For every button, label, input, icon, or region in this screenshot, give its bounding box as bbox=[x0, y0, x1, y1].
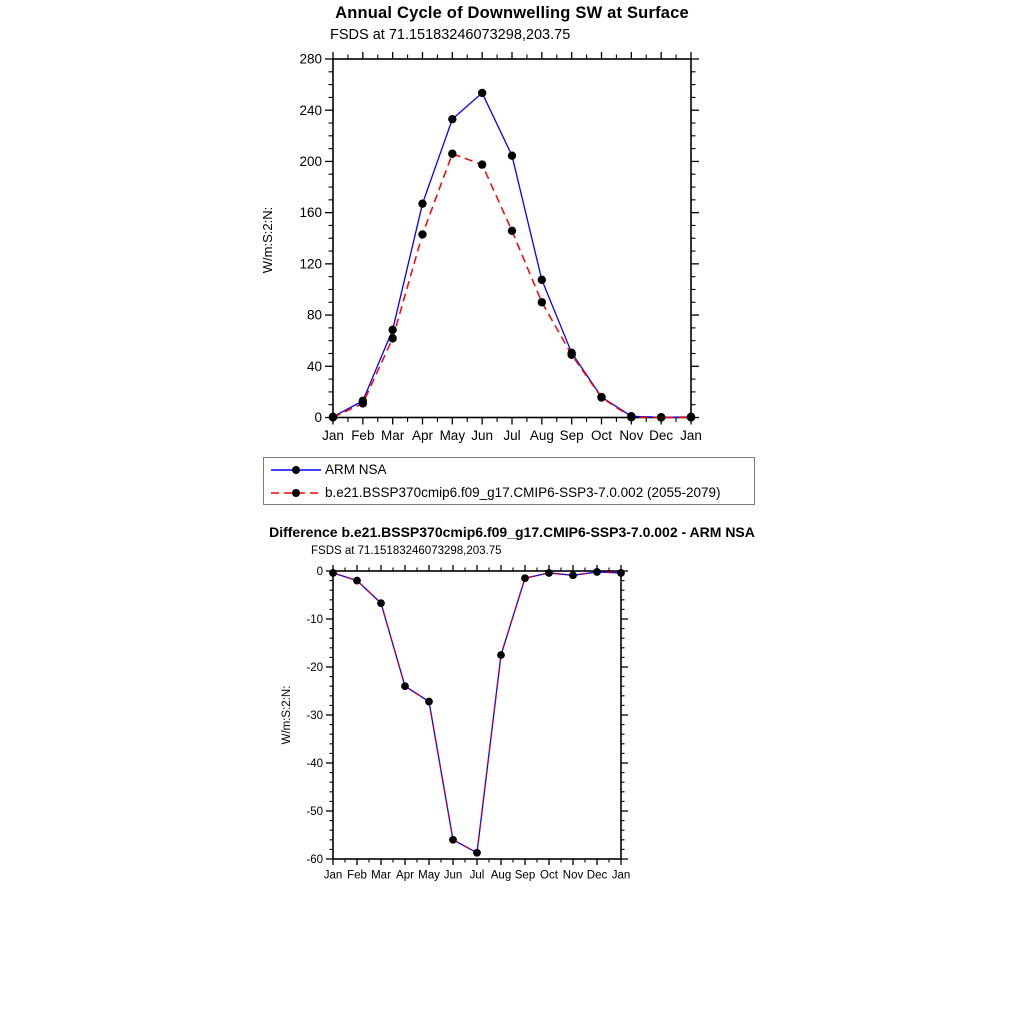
y-tick-label: 120 bbox=[299, 256, 322, 272]
x-tick-label: Oct bbox=[540, 869, 558, 882]
data-point-marker bbox=[538, 298, 546, 306]
difference-chart-subtitle: FSDS at 71.15183246073298,203.75 bbox=[311, 545, 502, 557]
model-line bbox=[333, 154, 691, 418]
y-tick-label: -20 bbox=[306, 661, 323, 674]
data-point-marker bbox=[521, 574, 529, 582]
top-chart bbox=[250, 45, 790, 455]
legend bbox=[263, 457, 755, 505]
y-tick-label: 80 bbox=[306, 307, 322, 323]
data-point-marker bbox=[377, 599, 385, 607]
data-point-marker bbox=[617, 569, 625, 577]
x-tick-label: Dec bbox=[586, 869, 608, 882]
y-tick-label: 0 bbox=[316, 565, 323, 578]
data-point-marker bbox=[359, 399, 367, 407]
data-point-marker bbox=[329, 569, 337, 577]
y-tick-label: 0 bbox=[314, 410, 322, 426]
y-tick-label: 240 bbox=[299, 102, 322, 118]
x-tick-label: May bbox=[418, 869, 440, 882]
data-point-marker bbox=[473, 849, 481, 857]
x-tick-label: Mar bbox=[371, 869, 391, 882]
difference-chart-y-axis-label: W/m:S:2:N: bbox=[281, 685, 293, 745]
data-point-marker bbox=[508, 151, 516, 159]
x-tick-label: Feb bbox=[347, 869, 367, 882]
data-point-marker bbox=[418, 230, 426, 238]
x-tick-label: Aug bbox=[529, 428, 554, 443]
legend-sample-model-line bbox=[270, 487, 322, 499]
x-tick-label: Jul bbox=[469, 869, 485, 882]
data-point-marker bbox=[401, 682, 409, 690]
data-point-marker bbox=[593, 568, 601, 576]
y-tick-label: 160 bbox=[299, 205, 322, 221]
data-point-marker bbox=[448, 150, 456, 158]
legend-sample-obs-line bbox=[270, 464, 322, 476]
x-tick-label: Jun bbox=[471, 428, 494, 443]
difference-chart bbox=[250, 558, 720, 890]
x-tick-label: Jan bbox=[322, 428, 344, 443]
y-tick-label: -10 bbox=[306, 613, 323, 626]
x-tick-label: Apr bbox=[411, 428, 434, 443]
data-point-marker bbox=[449, 836, 457, 844]
x-tick-label: Jan bbox=[680, 428, 702, 443]
x-tick-label: Nov bbox=[562, 869, 584, 882]
y-tick-label: -40 bbox=[306, 757, 323, 770]
x-tick-label: Mar bbox=[381, 428, 405, 443]
data-point-marker bbox=[418, 199, 426, 207]
data-point-marker bbox=[545, 569, 553, 577]
plot-frame bbox=[333, 571, 621, 859]
y-tick-label: 40 bbox=[306, 358, 322, 374]
x-tick-label: Nov bbox=[619, 428, 644, 443]
data-point-marker bbox=[353, 577, 361, 585]
data-point-marker bbox=[538, 276, 546, 284]
legend-item-obs bbox=[270, 458, 754, 481]
data-point-marker bbox=[567, 351, 575, 359]
top-chart-subtitle: FSDS at 71.15183246073298,203.75 bbox=[330, 27, 571, 43]
data-point-marker bbox=[329, 413, 337, 421]
top-chart-title: Annual Cycle of Downwelling SW at Surface bbox=[335, 4, 689, 22]
data-point-marker bbox=[657, 413, 665, 421]
x-tick-label: Apr bbox=[396, 869, 414, 882]
x-tick-label: Sep bbox=[514, 869, 536, 882]
x-tick-label: Dec bbox=[649, 428, 674, 443]
data-point-marker bbox=[627, 413, 635, 421]
difference-chart-plot-area bbox=[306, 565, 630, 882]
data-point-marker bbox=[388, 326, 396, 334]
y-tick-label: -50 bbox=[306, 805, 323, 818]
x-tick-label: Jul bbox=[503, 428, 521, 443]
model-line bbox=[333, 572, 621, 853]
legend-label-model: b.e21.BSSP370cmip6.f09_g17.CMIP6-SSP3-7.0.002 (2055-2079) bbox=[325, 485, 721, 500]
legend-label-obs: ARM NSA bbox=[325, 462, 387, 477]
top-chart-y-axis-label: W/m:S:2:N: bbox=[260, 206, 275, 274]
data-point-marker bbox=[497, 651, 505, 659]
x-tick-label: Jun bbox=[443, 869, 463, 882]
data-point-marker bbox=[388, 334, 396, 342]
top-chart-plot-area bbox=[299, 52, 701, 443]
data-point-marker bbox=[448, 115, 456, 123]
data-point-marker bbox=[478, 89, 486, 97]
x-tick-label: Aug bbox=[490, 869, 512, 882]
data-point-marker bbox=[508, 227, 516, 235]
legend-marker-icon bbox=[292, 489, 300, 497]
y-tick-label: -30 bbox=[306, 709, 323, 722]
y-tick-label: -60 bbox=[306, 853, 323, 866]
x-tick-label: Jan bbox=[323, 869, 343, 882]
obs-line bbox=[333, 572, 621, 853]
plot-frame bbox=[333, 59, 691, 418]
y-tick-label: 280 bbox=[299, 51, 322, 67]
data-point-marker bbox=[597, 393, 605, 401]
legend-item-model bbox=[270, 481, 754, 504]
data-point-marker bbox=[478, 160, 486, 168]
legend-marker-icon bbox=[292, 466, 300, 474]
x-tick-label: Feb bbox=[351, 428, 375, 443]
difference-chart-title: Difference b.e21.BSSP370cmip6.f09_g17.CMIP6-SSP3-7.0.002 - ARM NSA bbox=[269, 524, 755, 540]
x-tick-label: Oct bbox=[590, 428, 613, 443]
obs-line bbox=[333, 93, 691, 417]
data-point-marker bbox=[425, 698, 433, 706]
y-tick-label: 200 bbox=[299, 154, 322, 170]
x-tick-label: Sep bbox=[559, 428, 584, 443]
data-point-marker bbox=[569, 572, 577, 580]
data-point-marker bbox=[687, 413, 695, 421]
x-tick-label: Jan bbox=[611, 869, 631, 882]
x-tick-label: May bbox=[439, 428, 466, 443]
